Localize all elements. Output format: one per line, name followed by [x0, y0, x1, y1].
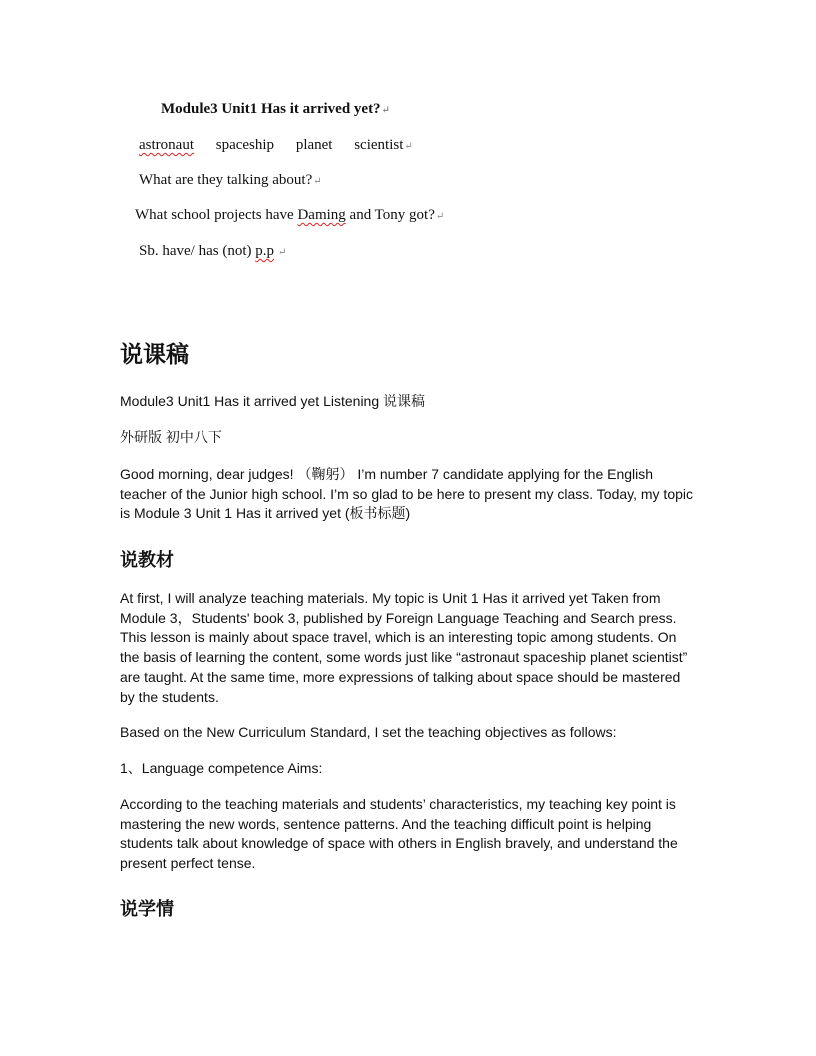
aims-item: 1、Language competence Aims: [120, 760, 323, 776]
question-text-start: What school projects have [135, 207, 298, 223]
blackboard-title-text: Module3 Unit1 Has it arrived yet? [161, 101, 381, 117]
vocabulary-line [139, 137, 413, 154]
structure-pp: p.p [255, 243, 274, 259]
subtitle: Module3 Unit1 Has it arrived yet Listening 说课稿 [120, 393, 426, 409]
question-text: What are they talking about? [139, 172, 313, 188]
objectives-intro: Based on the New Curriculum Standard, I set the teaching objectives as follows: [120, 724, 617, 740]
question-line-1 [139, 172, 322, 189]
section-heading-materials: 说教材 [120, 550, 174, 570]
blackboard-title [161, 101, 390, 118]
return-mark-icon: ↵ [404, 141, 413, 152]
name-daming: Daming [297, 207, 346, 223]
section-heading-students: 说学情 [120, 899, 174, 919]
intro-paragraph: Good morning, dear judges! （鞠躬） I’m number 7 candidate applying for the English teacher of the Junior high school. I’m so glad to be here to present my class. Today, my topic is Module 3 Unit 1 Has it arrived yet (板书标题) [120, 466, 694, 522]
question-line-2 [135, 207, 444, 224]
edition-line: 外研版 初中八下 [120, 429, 222, 445]
vocab-word: planet [295, 137, 333, 153]
return-mark-icon: ↵ [313, 176, 322, 187]
key-points-paragraph: According to the teaching materials and students’ characteristics, my teaching key point is mastering the new words, sentence patterns. And the teaching difficult point is helping students talk about knowledge of space with others in English bravely, and understand the present perfect tense. [120, 796, 678, 872]
return-mark-icon: ↵ [435, 211, 445, 222]
question-text-end: and Tony got? [345, 207, 435, 223]
vocab-word: spaceship [215, 137, 275, 153]
return-mark-icon: ↵ [381, 105, 390, 116]
vocab-word: astronaut [139, 137, 194, 153]
vocab-word: scientist [354, 137, 404, 153]
return-mark-icon: ↵ [277, 247, 287, 258]
materials-paragraph: At first, I will analyze teaching materials. My topic is Unit 1 Has it arrived yet Taken from Module 3，Students' book 3, published by Foreign Language Teaching and Search press. This lesson is mainly about space travel, which is an interesting topic among students. On the basis of learning the content, some words just like “astronaut spaceship planet scientist” are taught. At the same time, more expressions of talking about space should be mastered by the students. [120, 590, 688, 705]
structure-text: Sb. have/ has (not) [139, 243, 256, 259]
structure-line [139, 243, 286, 260]
main-heading: 说课稿 [120, 341, 189, 367]
